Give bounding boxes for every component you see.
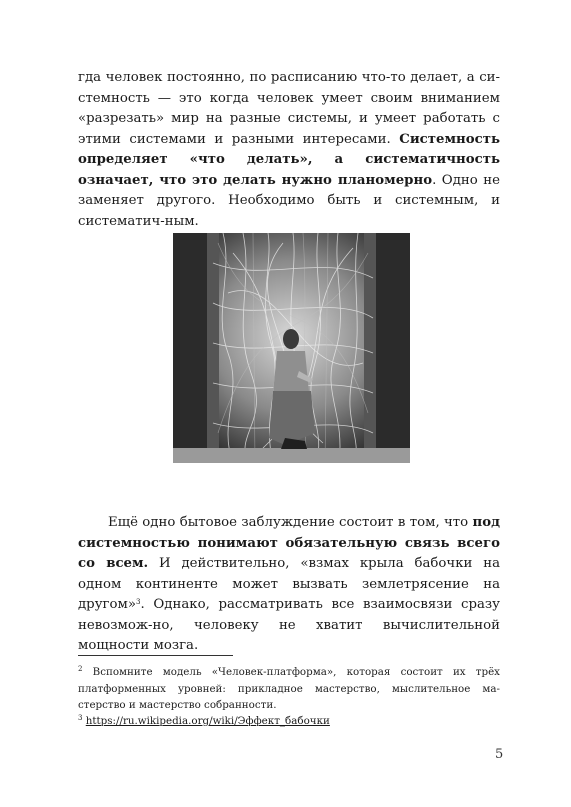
paragraph-text: гда человек постоянно, по расписанию что-то делает, а си-стемность — это когда человек умеет своим вниманием «разрезать» мир на разные системы, и умеет работать с этими системами и разными интересами. <box>78 70 500 147</box>
footnote-text: Вспомните модель «Человек-платформа», которая состоит их трёх платформенных уровней: прикладное мастерство, мыслительное ма-стерство и мастерство собранности. <box>78 666 500 711</box>
paragraph-text: . Однако, рассматривать все взаимосвязи сразу невозмож-но, человеку не хватит вычислительной мощности мозга. <box>78 597 500 653</box>
emphasized-text: Системность определяет «что делать», а систематичность означает, что это делать нужно планомерно <box>78 131 500 188</box>
footnote-2 <box>78 664 500 714</box>
body-paragraph <box>78 68 500 232</box>
footnote-number: 2 <box>78 665 83 673</box>
footnote-divider <box>78 655 233 656</box>
footnote-link[interactable]: https://ru.wikipedia.org/wiki/Эффект_бабочки <box>85 715 330 727</box>
paragraph-text: . Одно не заменяет другого. Необходимо быть и системным, и систематич-ным. <box>78 172 500 229</box>
paragraph-text: Ещё одно бытовое заблуждение состоит в том, что <box>108 515 473 530</box>
server-room-photo <box>173 233 410 463</box>
paragraph-text: И действительно, «взмах крыла бабочки на одном континенте может вызвать землетрясение на другом» <box>78 556 500 612</box>
server-room-illustration <box>173 233 410 463</box>
footnote-3 <box>78 713 500 730</box>
footnote-reference[interactable]: 3 <box>135 598 141 606</box>
page-number: 5 <box>495 747 504 762</box>
body-paragraph <box>78 513 500 657</box>
footnote-number: 3 <box>78 714 83 722</box>
emphasized-text: под системностью понимают обязательную связь всего со всем. <box>78 515 500 571</box>
